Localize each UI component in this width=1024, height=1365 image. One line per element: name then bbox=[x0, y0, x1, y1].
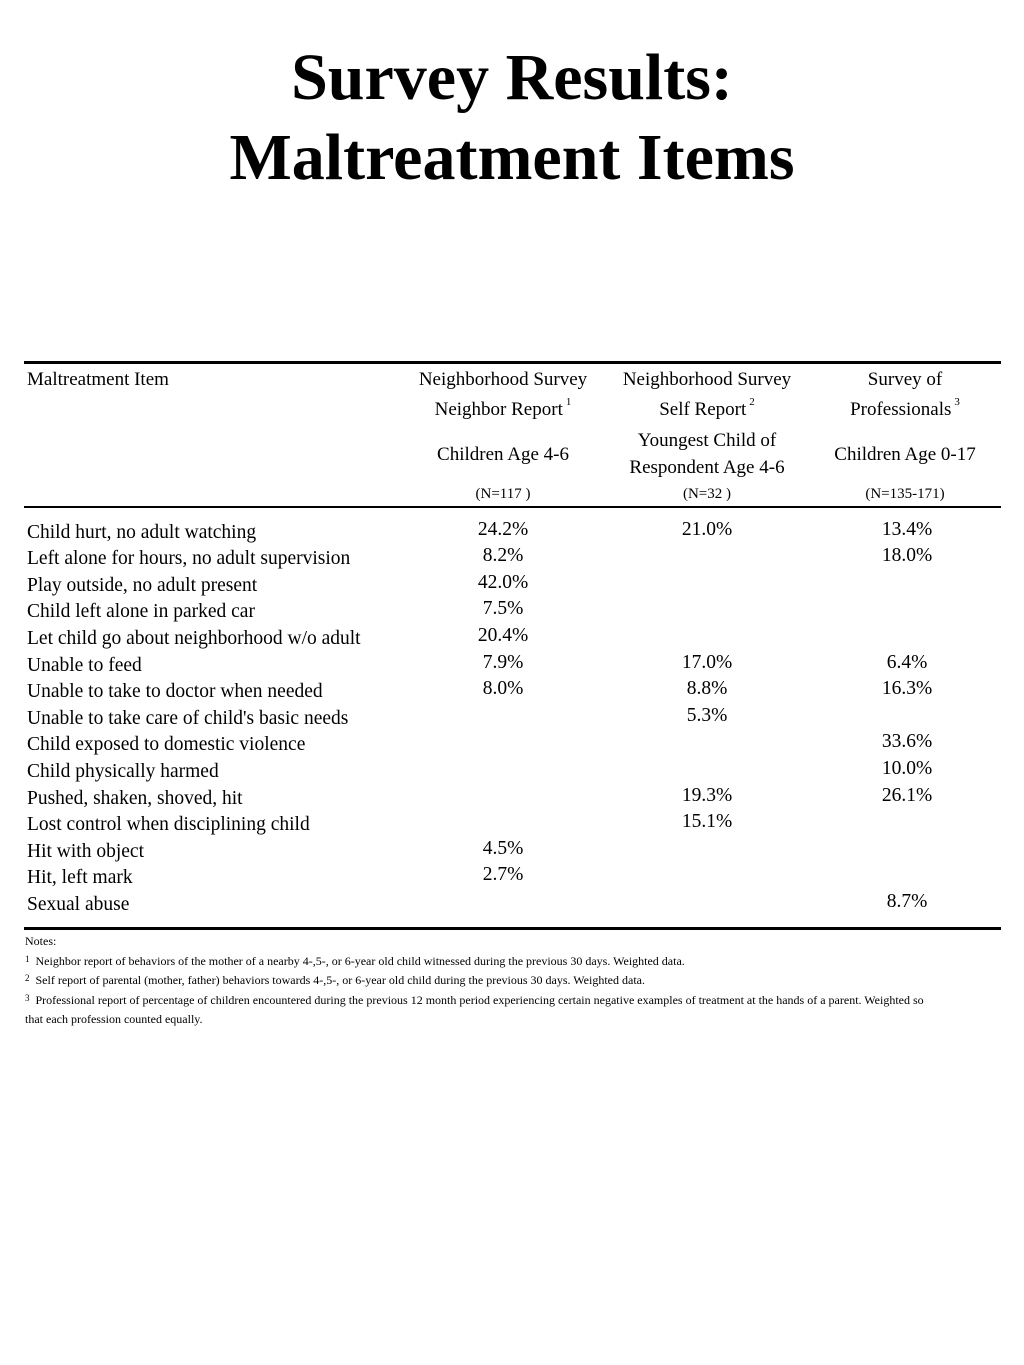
row-item: Unable to feed bbox=[27, 654, 142, 676]
professionals-value: 26.1% bbox=[881, 784, 933, 806]
row-item: Let child go about neighborhood w/o adult bbox=[27, 627, 361, 649]
table-row bbox=[24, 704, 1001, 735]
table-row bbox=[24, 678, 1001, 708]
column-header-line2: Professionals $^3$ bbox=[850, 396, 960, 420]
table-bottom-rule bbox=[24, 927, 1001, 930]
self-value: 21.0% bbox=[681, 518, 733, 540]
table-body bbox=[24, 508, 1001, 927]
note-text: Neighbor report of behaviors of the mother of a nearby 4-,5-, or 6-year old child witnessed during the previous 30 days. Weighted data. bbox=[35, 953, 685, 968]
column-population-line2: Respondent Age 4-6 bbox=[629, 457, 785, 478]
note-1 bbox=[25, 952, 995, 972]
table-row bbox=[24, 837, 1001, 868]
note-text: Self report of parental (mother, father) behaviors towards 4-,5-, or 6-year old child during the previous 30 days. Weighted data. bbox=[35, 973, 645, 987]
column-header-professionals bbox=[805, 364, 1005, 506]
title-line-2: Maltreatment Items bbox=[229, 121, 795, 194]
self-value: 5.3% bbox=[686, 704, 728, 726]
page-title bbox=[0, 38, 1024, 198]
professionals-value: 16.3% bbox=[881, 678, 933, 700]
table-row bbox=[24, 545, 1001, 575]
neighbor-value: 2.7% bbox=[482, 864, 524, 886]
neighbor-value: 24.2% bbox=[477, 518, 529, 540]
professionals-value: 33.6% bbox=[881, 731, 933, 753]
self-value: 15.1% bbox=[681, 811, 733, 833]
row-item: Unable to take care of child's basic needs bbox=[27, 707, 349, 729]
item-column-header: Maltreatment Item bbox=[27, 369, 169, 390]
row-item: Sexual abuse bbox=[27, 893, 130, 915]
note-3 bbox=[25, 991, 995, 1011]
self-value: 19.3% bbox=[681, 784, 733, 806]
column-population: Children Age 0-17 bbox=[834, 444, 976, 465]
row-item: Play outside, no adult present bbox=[27, 574, 258, 596]
neighbor-value: 4.5% bbox=[482, 837, 524, 859]
neighbor-value: 8.2% bbox=[482, 545, 524, 567]
row-item: Hit with object bbox=[27, 840, 144, 862]
row-item: Child hurt, no adult watching bbox=[27, 521, 257, 543]
column-header-neighbor bbox=[403, 364, 603, 506]
column-sample-size: (N=32 ) bbox=[682, 486, 732, 502]
row-item: Pushed, shaken, shoved, hit bbox=[27, 787, 243, 809]
title-line-1: Survey Results: bbox=[291, 41, 733, 114]
notes-heading: Notes: bbox=[25, 934, 57, 948]
neighbor-value: 42.0% bbox=[477, 571, 529, 593]
neighbor-value: 7.9% bbox=[482, 651, 524, 673]
table-row bbox=[24, 731, 1001, 761]
column-population: Children Age 4-6 bbox=[437, 444, 569, 465]
neighbor-value: 20.4% bbox=[477, 624, 529, 646]
table-row bbox=[24, 890, 1001, 921]
row-item: Child exposed to domestic violence bbox=[27, 734, 306, 756]
table-header bbox=[24, 364, 1001, 506]
neighbor-value: 8.0% bbox=[482, 678, 524, 700]
column-sample-size: (N=135-171) bbox=[865, 486, 945, 502]
row-item: Lost control when disciplining child bbox=[27, 814, 310, 836]
note-2 bbox=[25, 971, 995, 991]
professionals-value: 13.4% bbox=[881, 518, 933, 540]
column-header-line1: Neighborhood Survey bbox=[622, 369, 792, 390]
table-row bbox=[24, 571, 1001, 602]
column-header-line1: Survey of bbox=[867, 369, 943, 390]
table-row bbox=[24, 518, 1001, 549]
row-item: Hit, left mark bbox=[27, 867, 133, 889]
table-row bbox=[24, 757, 1001, 788]
row-item: Child left alone in parked car bbox=[27, 601, 255, 623]
note-ref: 1 bbox=[25, 953, 30, 964]
note-text: Professional report of percentage of children encountered during the previous 12 month period experiencing certain negative examples of treatment at the hands of a parent. Weighted so bbox=[35, 992, 924, 1007]
column-header-line2: Self Report $^2$ bbox=[659, 396, 755, 420]
self-value: 17.0% bbox=[681, 651, 733, 673]
table-row bbox=[24, 651, 1001, 682]
note-ref: 3 bbox=[25, 992, 30, 1003]
table-row bbox=[24, 811, 1001, 841]
professionals-value: 18.0% bbox=[881, 545, 933, 567]
professionals-value: 6.4% bbox=[886, 651, 928, 673]
table-row bbox=[24, 864, 1001, 894]
column-header-line1: Neighborhood Survey bbox=[418, 369, 588, 390]
column-population-line1: Youngest Child of bbox=[637, 430, 777, 451]
professionals-value: 8.7% bbox=[886, 890, 928, 912]
column-header-self bbox=[607, 364, 807, 506]
note-3-continued: that each profession counted equally. bbox=[25, 1012, 203, 1026]
row-item: Unable to take to doctor when needed bbox=[27, 681, 323, 703]
notes-section bbox=[25, 932, 995, 1030]
row-item: Child physically harmed bbox=[27, 760, 219, 782]
row-item: Left alone for hours, no adult supervision bbox=[27, 548, 351, 570]
maltreatment-table bbox=[24, 361, 1001, 930]
column-sample-size: (N=117 ) bbox=[475, 486, 531, 502]
note-ref: 2 bbox=[25, 973, 30, 983]
professionals-value: 10.0% bbox=[881, 757, 933, 779]
table-row bbox=[24, 784, 1001, 815]
column-header-line2: Neighbor Report $^1$ bbox=[434, 396, 572, 420]
table-row bbox=[24, 598, 1001, 628]
neighbor-value: 7.5% bbox=[482, 598, 524, 620]
self-value: 8.8% bbox=[686, 678, 728, 700]
table-row bbox=[24, 624, 1001, 655]
